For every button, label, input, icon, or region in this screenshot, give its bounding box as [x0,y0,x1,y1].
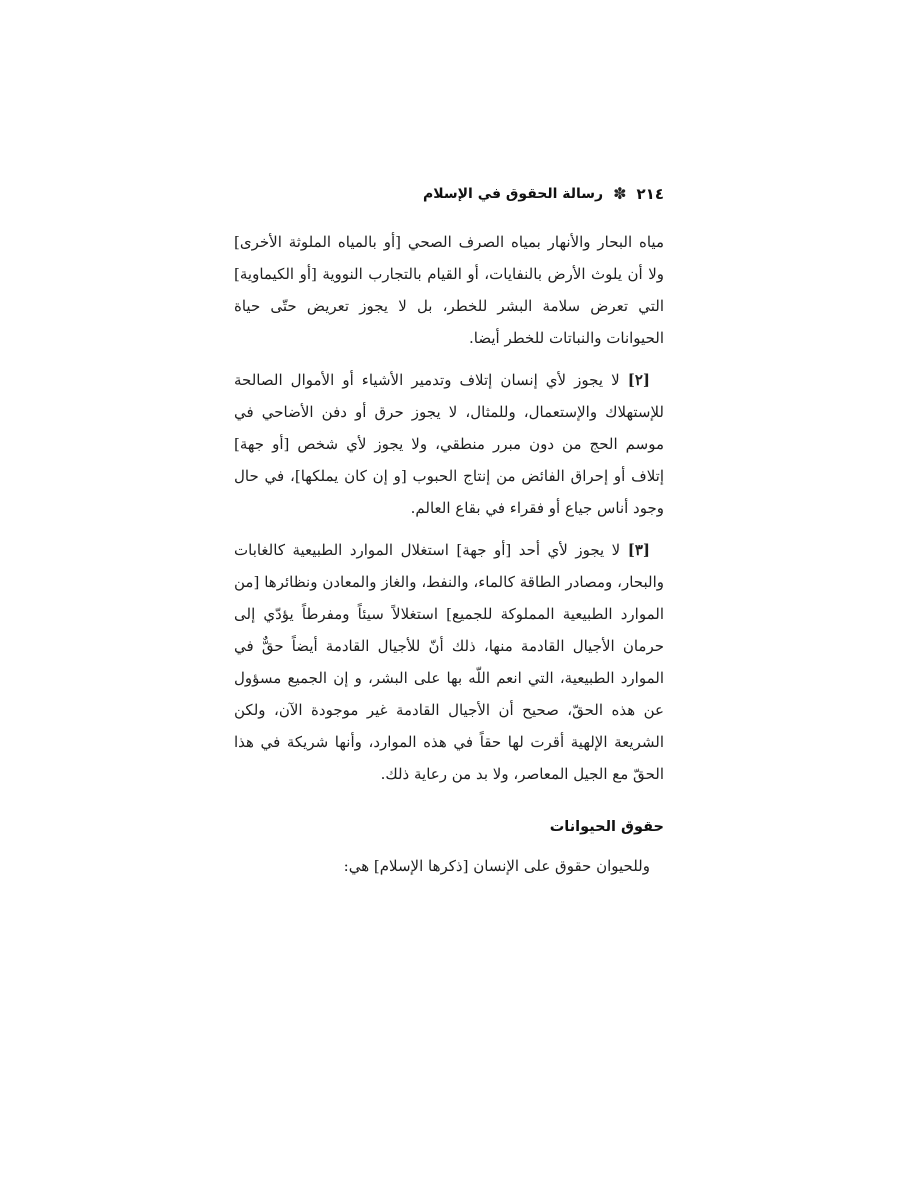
page-number: ٢١٤ [636,185,664,203]
section-intro: وللحيوان حقوق على الإنسان [ذكرها الإسلام] هي: [343,857,650,875]
flower-ornament-icon: ✽ [613,184,627,203]
body-text [234,226,664,800]
paragraph-text: لا يجوز لأي أحد [أو جهة] استغلال الموارد الطبيعية كالغابات والبحار، ومصادر الطاقة كالماء، والنفط، والغاز والمعادن ونظائرها [من الموارد الطبيعية المملوكة للجميع] استغلالاً سيئاً ومفرطاً يؤدّي إلى حرمان الأجيال القادمة منها، ذلك أنّ للأجيال القادمة أيضاً حقٌّ في الموارد الطبيعية، التي انعم اللّه بها على البشر، و إن الجميع مسؤول عن هذه الحقّ، صحيح أن الأجيال القادمة غير موجودة الآن، ولكن الشريعة الإلهية أقرت لها حقاً في هذه الموارد، وأنها شريكة في هذا الحقّ مع الجيل المعاصر، ولا بد من رعاية ذلك. [234,541,664,783]
running-header [224,183,664,205]
book-title: رسالة الحقوق في الإسلام [422,186,604,202]
paragraph-item-2 [234,364,664,524]
paragraph-continued [234,226,664,354]
paragraph-text: مياه البحار والأنهار بمياه الصرف الصحي [أو بالمياه الملوثة الأخرى] ولا أن يلوث الأرض بالنفايات، أو القيام بالتجارب النووية [أو الكيماوية] التي تعرض سلامة البشر للخطر، بل لا يجوز تعريض حتّى حياة الحيوانات والنباتات للخطر أيضا. [234,233,664,347]
paragraph-text: لا يجوز لأي إنسان إتلاف وتدمير الأشياء أو الأموال الصالحة للإستهلاك والإستعمال، وللمثال، لا يجوز حرق أو دفن الأضاحي في موسم الحج من دون مبرر منطقي، ولا يجوز لأي شخص [أو جهة] إتلاف أو إحراق الفائض من إنتاج الحبوب [و إن كان يملكها]، في حال وجود أناس جياع أو فقراء في بقاع العالم. [234,371,664,517]
section-heading: حقوق الحيوانات [549,819,664,835]
item-number: [٣] [627,541,650,559]
paragraph-item-3 [234,534,664,790]
item-number: [٢] [627,371,650,389]
